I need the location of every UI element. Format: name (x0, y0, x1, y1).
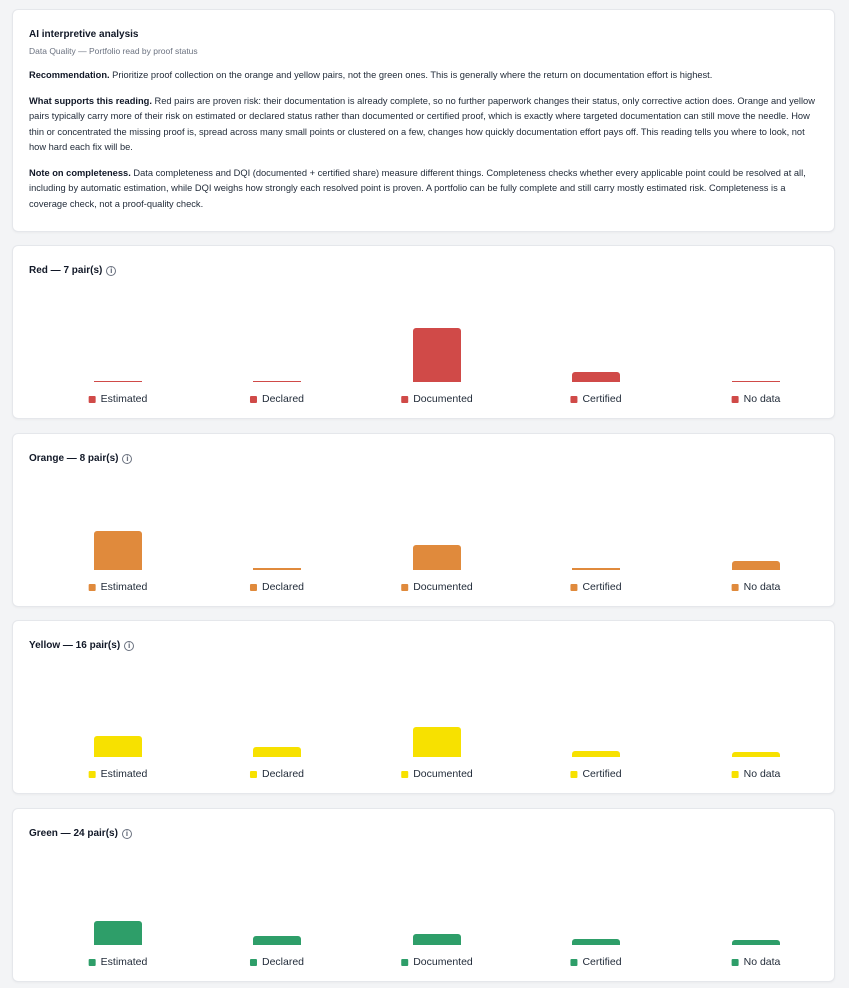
bar-estimated[interactable] (94, 921, 142, 945)
analysis-subtitle: Data Quality — Portfolio read by proof status (29, 46, 198, 56)
legend-swatch (401, 396, 408, 403)
bar-certified[interactable] (572, 372, 620, 382)
legend-swatch (401, 584, 408, 591)
info-icon[interactable]: i (122, 454, 132, 464)
legend-label: Declared (261, 393, 305, 405)
bar-declared[interactable] (253, 936, 301, 945)
support-paragraph (29, 94, 818, 156)
legend-item (732, 768, 781, 780)
completeness-paragraph (29, 166, 818, 213)
bar-no-data[interactable] (732, 381, 780, 383)
bar-documented[interactable] (413, 934, 461, 945)
legend-swatch (89, 396, 96, 403)
bar-plot (29, 649, 819, 780)
chart-panel-3 (12, 808, 835, 982)
legend-item (250, 393, 304, 405)
legend-item (89, 581, 148, 593)
completeness-text: Data completeness and DQI (documented + certified share) measure different things. Completeness checks whether every applicable point could be resolved at all, including by automatic estimation, while DQI weighs how strongly each resolved point is proven. A portfolio can be fully complete and still carry mostly estimated risk. Completeness is a coverage check, not a proof-quality check. (29, 167, 806, 209)
panel-title-text: Red — 7 pair(s) (29, 265, 103, 276)
legend-item (732, 393, 781, 405)
bar-no-data[interactable] (732, 561, 780, 570)
legend-item (401, 956, 473, 968)
legend-label: No data (743, 768, 781, 780)
legend-swatch (732, 396, 739, 403)
legend-label: Estimated (100, 956, 148, 968)
legend-swatch (732, 584, 739, 591)
legend-label: Documented (413, 581, 473, 593)
legend-label: No data (743, 581, 781, 593)
bar-documented[interactable] (413, 328, 461, 382)
bar-certified[interactable] (572, 568, 620, 570)
legend-swatch (570, 959, 577, 966)
legend-swatch (570, 584, 577, 591)
bar-declared[interactable] (253, 747, 301, 757)
legend-item (732, 581, 781, 593)
bar-no-data[interactable] (732, 752, 780, 757)
panel-title-text: Green — 24 pair(s) (29, 828, 118, 839)
chart-panel-2 (12, 620, 835, 794)
legend-label: Declared (261, 768, 305, 780)
legend-item (89, 956, 148, 968)
legend-item (570, 768, 621, 780)
legend-swatch (570, 771, 577, 778)
legend-item (570, 956, 621, 968)
support-label: What supports this reading. (29, 95, 152, 106)
legend-item (401, 768, 473, 780)
legend-item (250, 581, 304, 593)
legend-item (732, 956, 781, 968)
legend-item (250, 956, 304, 968)
legend-label: Documented (413, 956, 473, 968)
legend-label: Certified (582, 581, 622, 593)
legend-item (570, 393, 621, 405)
panel-title-text: Orange — 8 pair(s) (29, 453, 119, 464)
legend-swatch (89, 771, 96, 778)
legend-label: Certified (582, 393, 622, 405)
legend-swatch (570, 396, 577, 403)
bar-no-data[interactable] (732, 940, 780, 945)
info-icon[interactable]: i (106, 266, 116, 276)
legend-label: Certified (582, 768, 622, 780)
chart-panel-0 (12, 245, 835, 419)
legend-label: Certified (582, 956, 622, 968)
legend-item (89, 768, 148, 780)
bar-plot (29, 462, 819, 593)
bar-estimated[interactable] (94, 736, 142, 757)
legend-swatch (401, 771, 408, 778)
legend-label: Documented (413, 768, 473, 780)
legend-swatch (250, 396, 257, 403)
legend-item (401, 393, 473, 405)
bar-plot (29, 837, 819, 968)
bar-certified[interactable] (572, 939, 620, 945)
legend-swatch (250, 771, 257, 778)
info-icon[interactable]: i (124, 641, 134, 651)
legend-item (89, 393, 148, 405)
completeness-label: Note on completeness. (29, 167, 131, 178)
legend-swatch (250, 584, 257, 591)
recommendation-paragraph (29, 68, 818, 84)
legend-label: Declared (261, 956, 305, 968)
legend-label: No data (743, 393, 781, 405)
bar-declared[interactable] (253, 381, 301, 383)
legend-item (570, 581, 621, 593)
recommendation-text: Prioritize proof collection on the orange and yellow pairs, not the green ones. This is generally where the return on documentation effort is highest. (109, 70, 713, 80)
bar-declared[interactable] (253, 568, 301, 570)
bar-plot (29, 274, 819, 405)
bar-documented[interactable] (413, 545, 461, 570)
legend-swatch (401, 959, 408, 966)
legend-swatch (250, 959, 257, 966)
legend-label: No data (743, 956, 781, 968)
legend-label: Estimated (100, 393, 148, 405)
legend-swatch (89, 959, 96, 966)
legend-label: Estimated (100, 768, 148, 780)
info-icon[interactable]: i (122, 829, 132, 839)
panel-title-text: Yellow — 16 pair(s) (29, 640, 121, 651)
analysis-card (12, 9, 835, 232)
chart-panel-1 (12, 433, 835, 607)
legend-item (401, 581, 473, 593)
legend-item (250, 768, 304, 780)
support-text: Red pairs are proven risk: their documentation is already complete, so no further paperwork changes their status, only corrective action does. Orange and yellow pairs typically carry more of their risk on estimated or declared status rather than documented or certified proof, which is exactly where targeted documentation can still move the needle. How thin or concentrated the missing proof is, spread across many small points or clustered on a few, changes how quickly documentation effort pays off. This reading tells you where to look, not how hard each fix will be. (29, 95, 815, 152)
analysis-title: AI interpretive analysis (29, 29, 139, 40)
bar-estimated[interactable] (94, 531, 142, 570)
legend-label: Estimated (100, 581, 148, 593)
bar-documented[interactable] (413, 727, 461, 757)
legend-label: Declared (261, 581, 305, 593)
legend-swatch (732, 959, 739, 966)
legend-label: Documented (413, 393, 473, 405)
legend-swatch (89, 584, 96, 591)
bar-certified[interactable] (572, 751, 620, 757)
legend-swatch (732, 771, 739, 778)
recommendation-label: Recommendation. (29, 70, 110, 80)
bar-estimated[interactable] (94, 381, 142, 383)
